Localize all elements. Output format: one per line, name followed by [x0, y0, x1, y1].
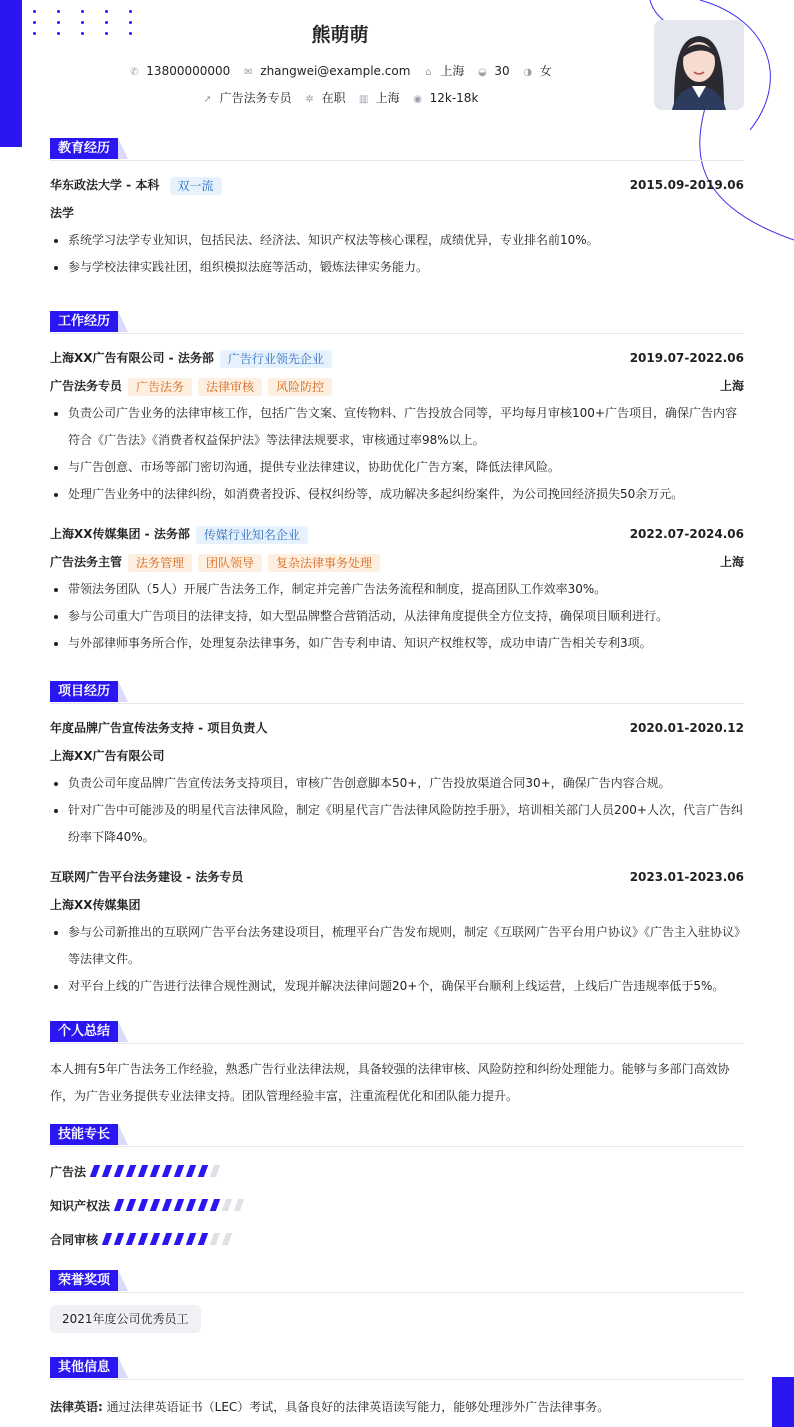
- skill-name: 知识产权法: [50, 1199, 111, 1213]
- job-date: 2022.07-2024.06: [629, 527, 744, 541]
- bullet: • 处理广告业务中的法律纠纷，如消费者投诉、侵权纠纷等，成功解决多起纠纷案件，为公司挽回经济损失50余万元。: [68, 481, 744, 508]
- bullet: • 对平台上线的广告进行法律合规性测试，发现并解决法律问题20+个，确保平台顺利上线运营，上线后广告违规率低于5%。: [68, 973, 744, 1000]
- job-header: [50, 344, 744, 372]
- project-bullets: [50, 770, 744, 851]
- education-date: 2015.09-2019.06: [629, 178, 744, 192]
- skill-tag: 法律审核: [198, 378, 262, 396]
- job-position-row: [50, 372, 744, 400]
- job-entry: [50, 520, 744, 657]
- info-item: [304, 89, 346, 106]
- section-title: 荣誉奖项: [50, 1270, 118, 1291]
- project-date: 2020.01-2020.12: [629, 721, 744, 735]
- job-entry: [50, 344, 744, 508]
- info-text: 上海: [375, 91, 400, 105]
- education-bullets: [50, 227, 744, 281]
- info-text: 12k-18k: [429, 91, 479, 105]
- send-icon: ➚: [203, 94, 212, 105]
- info-item: [522, 62, 552, 79]
- decor-bar-right: [772, 1377, 794, 1427]
- work-section: [50, 311, 744, 657]
- job-bullets: [50, 400, 744, 508]
- school-tag: 双一流: [170, 177, 222, 195]
- mail-icon: ✉: [244, 67, 253, 78]
- bullet: • 与外部律师事务所合作，处理复杂法律事务，如广告专利申请、知识产权维权等，成功申请广告相关专利3项。: [68, 630, 744, 657]
- section-title: 项目经历: [50, 681, 118, 702]
- bullet: • 系统学习法学专业知识，包括民法、经济法、知识产权法等核心课程，成绩优异，专业排名前10%。: [68, 227, 744, 254]
- project-org: 上海XX广告有限公司: [50, 749, 165, 763]
- skill-name: 广告法: [50, 1165, 87, 1179]
- other-label: 法律英语:: [50, 1400, 103, 1414]
- skill-tag: 复杂法律事务处理: [268, 554, 380, 572]
- skill-row: [50, 1189, 744, 1223]
- info-item: [242, 64, 410, 78]
- project-bullets: [50, 919, 744, 1000]
- avatar: [654, 20, 744, 110]
- project-header: [50, 714, 744, 742]
- job-bullets: [50, 576, 744, 657]
- project-header: [50, 863, 744, 891]
- job-position-row: [50, 548, 744, 576]
- project-org: 上海XX传媒集团: [50, 898, 141, 912]
- job-position: 广告法务专员: [50, 379, 123, 393]
- info-item: [422, 62, 464, 79]
- bullet: • 参与公司重大广告项目的法律支持，如大型品牌整合营销活动，从法律角度提供全方位支持，确保项目顺利进行。: [68, 603, 744, 630]
- section-title: 技能专长: [50, 1124, 118, 1145]
- job-city: 上海: [719, 555, 744, 569]
- education-section: [50, 138, 744, 281]
- section-title: 教育经历: [50, 138, 118, 159]
- bullet: • 负责公司广告业务的法律审核工作，包括广告文案、宣传物料、广告投放合同等，平均每月审核100+广告项目，确保广告内容符合《广告法》《消费者权益保护法》等法律法规要求，审核通过率98%以上。: [68, 400, 744, 454]
- candidate-name: 熊萌萌: [311, 24, 369, 46]
- project-section: [50, 681, 744, 1000]
- bullet: • 参与学校法律实践社团，组织模拟法庭等活动，锻炼法律实务能力。: [68, 254, 744, 281]
- bullet: • 与广告创意、市场等部门密切沟通，提供专业法律建议，协助优化广告方案，降低法律风险。: [68, 454, 744, 481]
- info-text: 13800000000: [146, 64, 231, 78]
- skill-name: 合同审核: [50, 1233, 99, 1247]
- info-item: [128, 64, 230, 78]
- job-position: 广告法务主管: [50, 555, 123, 569]
- project-entry: [50, 863, 744, 1000]
- gender-icon: ◑: [523, 67, 533, 78]
- bullet: • 带领法务团队（5人）开展广告法务工作，制定并完善广告法务流程和制度，提高团队工作效率30%。: [68, 576, 744, 603]
- status-icon: ✲: [305, 94, 314, 105]
- contact-row: [0, 62, 680, 79]
- honors-section: [50, 1270, 744, 1333]
- job-header: [50, 520, 744, 548]
- salary-icon: ◉: [413, 94, 422, 105]
- company-tag: 广告行业领先企业: [220, 350, 332, 368]
- info-text: 在职: [321, 91, 346, 105]
- skill-tag: 团队领导: [198, 554, 262, 572]
- project-entry: [50, 714, 744, 851]
- phone-icon: ✆: [130, 67, 139, 78]
- other-text: 通过法律英语证书（LEC）考试，具备良好的法律英语读写能力，能够处理涉外广告法律事务。: [106, 1400, 610, 1414]
- info-text: 上海: [440, 64, 465, 78]
- skill-tag: 广告法务: [128, 378, 192, 396]
- info-item: [476, 64, 509, 78]
- project-name: 互联网广告平台法务建设 - 法务专员: [50, 870, 244, 884]
- school-name: 华东政法大学 - 本科: [50, 178, 160, 192]
- bullet: • 负责公司年度品牌广告宣传法务支持项目，审核广告创意脚本50+，广告投放渠道合同30+，确保广告内容合规。: [68, 770, 744, 797]
- project-name: 年度品牌广告宣传法务支持 - 项目负责人: [50, 721, 268, 735]
- job-intent-row: [0, 89, 680, 106]
- info-text: 女: [539, 64, 552, 78]
- info-item: [358, 89, 400, 106]
- skill-level-bar: [104, 1224, 236, 1258]
- skill-tag: 法务管理: [128, 554, 192, 572]
- job-date: 2019.07-2022.06: [629, 351, 744, 365]
- other-section: [50, 1357, 744, 1421]
- section-title: 工作经历: [50, 311, 118, 332]
- skill-level-bar: [92, 1156, 224, 1190]
- major: 法学: [50, 206, 75, 220]
- section-title: 个人总结: [50, 1021, 118, 1042]
- home-icon: ⌂: [425, 67, 432, 78]
- job-city: 上海: [719, 379, 744, 393]
- skill-row: [50, 1155, 744, 1189]
- company-tag: 传媒行业知名企业: [196, 526, 308, 544]
- info-text: 30: [494, 64, 510, 78]
- info-text: zhangwei@example.com: [260, 64, 411, 78]
- company-name: 上海XX广告有限公司 - 法务部: [50, 351, 214, 365]
- bullet: • 针对广告中可能涉及的明星代言法律风险，制定《明星代言广告法律风险防控手册》，培训相关部门人员200+人次，代言广告纠纷率下降40%。: [68, 797, 744, 851]
- company-name: 上海XX传媒集团 - 法务部: [50, 527, 190, 541]
- skill-row: [50, 1223, 744, 1257]
- summary-section: [50, 1021, 744, 1110]
- honor-badge: 2021年度公司优秀员工: [50, 1305, 201, 1333]
- project-date: 2023.01-2023.06: [629, 870, 744, 884]
- info-item: [412, 91, 479, 105]
- skills-section: [50, 1124, 744, 1257]
- age-icon: ◒: [478, 67, 487, 78]
- info-text: 广告法务专员: [219, 91, 292, 105]
- building-icon: ▥: [358, 94, 369, 105]
- summary-text: 本人拥有5年广告法务工作经验，熟悉广告行业法律法规，具备较强的法律审核、风险防控和纠纷处理能力。能够与多部门高效协作，为广告业务提供专业法律支持。团队管理经验丰富，注重流程优化和团队能力提升。: [50, 1062, 730, 1103]
- skill-tag: 风险防控: [268, 378, 332, 396]
- section-title: 其他信息: [50, 1357, 118, 1378]
- skill-level-bar: [116, 1190, 248, 1224]
- info-item: [202, 89, 292, 106]
- bullet: • 参与公司新推出的互联网广告平台法务建设项目，梳理平台广告发布规则，制定《互联网广告平台用户协议》《广告主入驻协议》等法律文件。: [68, 919, 744, 973]
